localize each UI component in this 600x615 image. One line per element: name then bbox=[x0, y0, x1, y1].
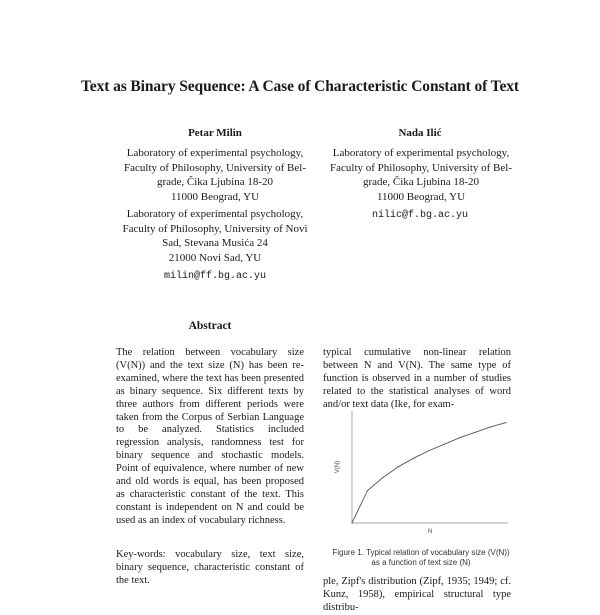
data-point bbox=[367, 490, 368, 491]
data-point bbox=[459, 437, 460, 438]
affiliation-line: 11000 Beograd, YU bbox=[170, 190, 260, 203]
paper-title: Text as Binary Sequence: A Case of Characteristic Constant of Text bbox=[80, 78, 519, 95]
data-point bbox=[505, 422, 506, 423]
keywords: Key-words: vocabulary size, text size, binary sequence, characteristic constant of the text. bbox=[116, 549, 304, 586]
affiliation-line: Laboratory of experimental psychology, bbox=[126, 208, 304, 220]
series-line-vn bbox=[352, 423, 506, 523]
y-axis-label: V(N) bbox=[335, 460, 341, 474]
data-point bbox=[444, 444, 445, 445]
affiliation-line: 11000 Beograd, YU bbox=[376, 190, 466, 203]
affiliation-1a bbox=[106, 146, 324, 204]
data-point bbox=[490, 426, 491, 427]
x-axis-label: N bbox=[427, 529, 433, 535]
affiliation-line: grade, Čika Ljubina 18-20 bbox=[362, 176, 480, 188]
author-name-1: Petar Milin bbox=[188, 127, 242, 139]
author-email-1: milin@ff.bg.ac.yu bbox=[163, 271, 267, 282]
abstract-text: The relation between vocabulary size (V(N)) and the text size (N) has been re-examined, where the text has been presented as binary sequence. Six different texts by three authors from different periods were taken from the Corpus of Serbian Language to be analyzed. Statistics included regression analysis, randomness test for binary sequence and stochastic models. Point of equivalence, where number of new and old words is equal, has been proposed as characteristic constant of the text. This constant is independent on N and could be used as an index of vocabulary richness. bbox=[116, 347, 304, 526]
data-point bbox=[382, 477, 383, 478]
figure-caption bbox=[323, 548, 519, 568]
caption-line: as a function of text size (N) bbox=[371, 558, 471, 567]
right-column-text: typical cumulative non-linear relation between N and V(N). The same type of function is observed in a number of studies related to the statistical analyses of word and/or text data (Ike, for exam- bbox=[323, 347, 511, 410]
abstract-heading: Abstract bbox=[188, 320, 232, 332]
affiliation-line: Faculty of Philosophy, University of Novi bbox=[122, 222, 308, 235]
author-email-2: nilic@f.bg.ac.yu bbox=[371, 210, 468, 221]
affiliation-1b bbox=[106, 207, 324, 265]
affiliation-line: Laboratory of experimental psychology, bbox=[126, 147, 304, 159]
affiliation-line: Faculty of Philosophy, University of Bel- bbox=[330, 161, 512, 174]
data-point bbox=[398, 466, 399, 467]
data-point bbox=[428, 450, 429, 451]
affiliation-line: Sad, Stevana Musića 24 bbox=[162, 237, 268, 249]
figure-1-chart bbox=[330, 405, 512, 538]
author-name-2: Nada Ilić bbox=[398, 127, 442, 139]
affiliation-line: Faculty of Philosophy, University of Bel- bbox=[124, 161, 306, 174]
affiliation-line: grade, Čika Ljubina 18-20 bbox=[156, 176, 274, 188]
caption-line: Figure 1. Typical relation of vocabulary size (V(N)) bbox=[332, 548, 510, 557]
data-point bbox=[351, 522, 352, 523]
data-point bbox=[413, 458, 414, 459]
affiliation-line: Laboratory of experimental psychology, bbox=[332, 147, 510, 159]
right-column-text-continued: ple, Zipf's distribution (Zipf, 1935; 1949; cf. Kunz, 1958), empirical structural type distribu- bbox=[323, 576, 511, 613]
affiliation-line: 21000 Novi Sad, YU bbox=[168, 251, 262, 264]
affiliation-2a bbox=[313, 146, 529, 204]
data-point bbox=[475, 432, 476, 433]
